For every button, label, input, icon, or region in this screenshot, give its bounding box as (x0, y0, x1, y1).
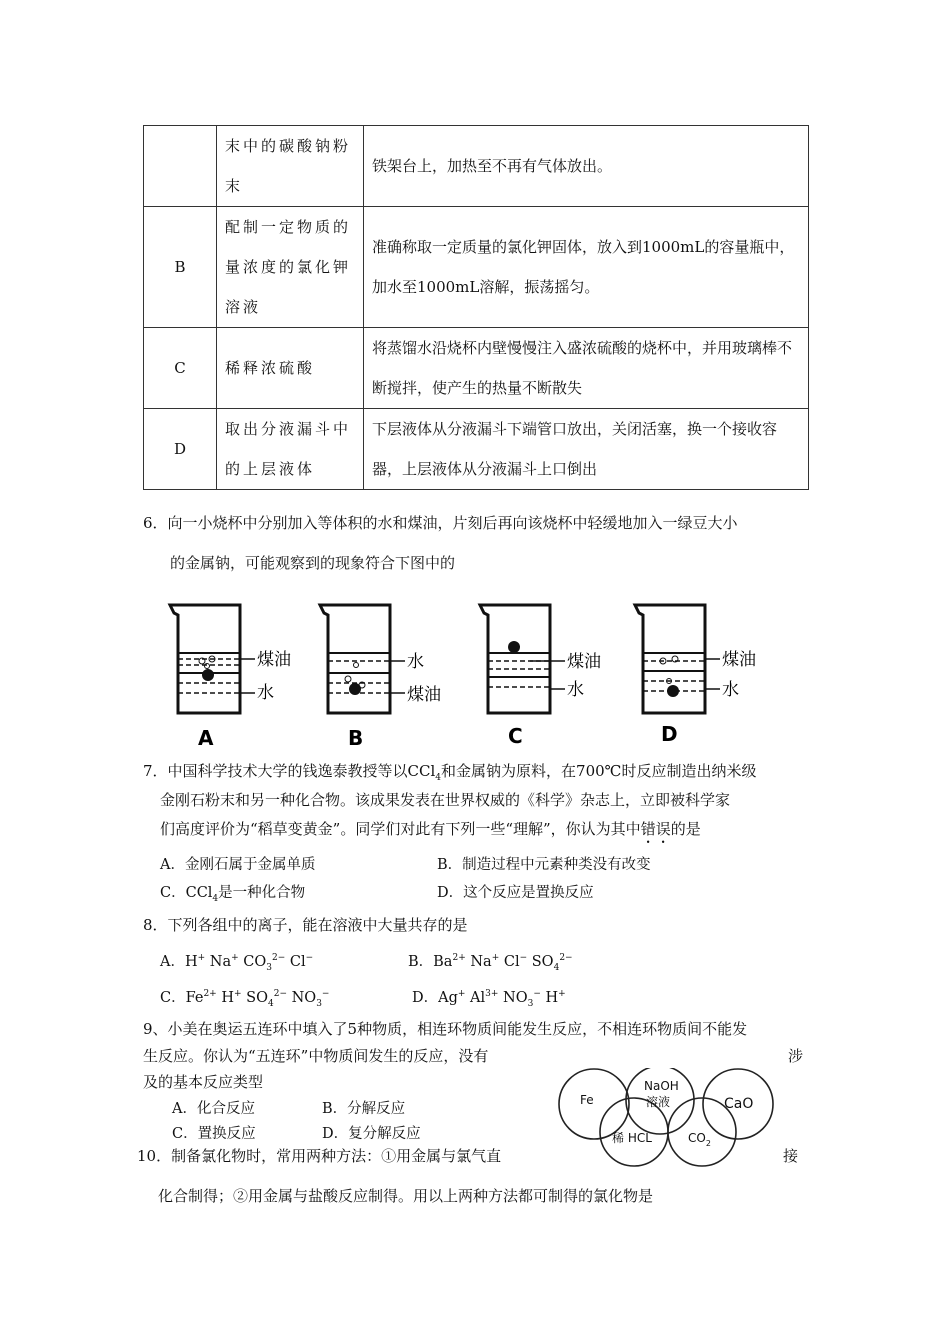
q8-option-b: B．$Ba^{2+}$ Na+ Cl− $SO_4^{2-}$ (408, 953, 573, 973)
q9-stem-line1: 9、小美在奥运五连环中填入了5种物质，相连环物质间能发生反应，不相连环物质间不能发 (143, 1020, 748, 1038)
row-label: B (144, 207, 217, 328)
ring-fe (559, 1069, 629, 1139)
beaker-b (320, 605, 441, 750)
q9-stem-line2: 生反应。你认为“五连环”中物质间发生的反应，没有 (143, 1047, 489, 1065)
row-label: C (144, 328, 217, 409)
beaker-d-letter: D (661, 722, 678, 746)
five-rings-figure (552, 1068, 784, 1170)
q9-option-d: D．复分解反应 (322, 1126, 421, 1142)
beaker-a-top-label: 煤油 (257, 650, 291, 670)
ring-naoh-label2: 溶液 (646, 1095, 671, 1109)
q7-option-d: D．这个反应是置换反应 (437, 885, 594, 901)
q7-sub: 4 (435, 773, 442, 783)
q9-stem-line2-end: 涉 (788, 1047, 804, 1065)
q8-option-c: C．$Fe^{2+}$ H+ $SO_4^{2-}$ $NO_3^-$ (160, 989, 330, 1009)
beaker-d-bottom-label: 水 (722, 680, 739, 700)
q7-stem-line2: 金刚石粉末和另一种化合物。该成果发表在世界权威的《科学》杂志上，立即被科学家 (160, 791, 731, 809)
q7-option-b: B．制造过程中元素种类没有改变 (437, 857, 651, 873)
q7-text: 们高度评价为“稻草变黄金”。同学们对此有下列一些“理解”，你认为其中 (160, 820, 641, 838)
beaker-c (480, 605, 601, 748)
q9-option-a: A．化合反应 (172, 1101, 255, 1117)
q10-stem-line2: 化合制得；②用金属与盐酸反应制得。用以上两种方法都可制得的氯化物是 (158, 1187, 654, 1205)
beaker-d (635, 605, 756, 746)
table-row (144, 207, 809, 328)
q8-stem: 8．下列各组中的离子，能在溶液中大量共存的是 (143, 916, 468, 934)
table-row (144, 328, 809, 409)
experiment-table (143, 125, 809, 490)
row-operation: 准确称取一定质量的氯化钾固体，放入到1000mL的容量瓶中，加水至1000mL溶解，振荡摇匀。 (364, 207, 809, 328)
row-item: 取出分液漏斗中的上层液体 (217, 409, 364, 490)
ring-hcl-label: 稀 HCL (612, 1131, 652, 1145)
q10-stem-line1-end: 接 (783, 1147, 799, 1165)
q7-stem-line3 (160, 819, 701, 847)
q6-stem-line1: 6．向一小烧杯中分别加入等体积的水和煤油，片刻后再向该烧杯中轻缓地加入一绿豆大小 (143, 514, 738, 532)
q7-text: 是一种化合物 (218, 885, 306, 901)
q7-text: 7．中国科学技术大学的钱逸泰教授等以CCl (143, 762, 436, 780)
beaker-a-bottom-label: 水 (257, 683, 274, 703)
beaker-b-bottom-label: 煤油 (407, 685, 441, 705)
q9-option-c: C．置换反应 (172, 1126, 256, 1142)
beaker-c-top-label: 煤油 (567, 652, 601, 672)
q8-option-d: D．Ag+ $Al^{3+}$ $NO_3^-$ H+ (412, 989, 566, 1009)
q6-stem-line2: 的金属钠，可能观察到的现象符合下图中的 (170, 554, 456, 572)
row-item: 配制一定物质的量浓度的氯化钾溶液 (217, 207, 364, 328)
beaker-a-letter: A (198, 726, 214, 750)
q7-text: 的是 (670, 820, 701, 838)
q7-text: C．CCl (160, 885, 213, 901)
table-row (144, 126, 809, 207)
table-row (144, 409, 809, 490)
row-item: 末中的碳酸钠粉末 (217, 126, 364, 207)
q7-emphasis: 错误 (640, 820, 671, 838)
q10-stem-line1: 10．制备氯化物时，常用两种方法：①用金属与氯气直 (137, 1147, 502, 1165)
beaker-c-bottom-label: 水 (567, 680, 584, 700)
row-item: 稀释浓硫酸 (217, 328, 364, 409)
q8-option-a: A．H+ Na+ $CO_3^{2-}$ Cl− (160, 953, 314, 973)
q7-sub: 4 (212, 893, 219, 904)
ring-naoh-label: NaOH (644, 1079, 679, 1093)
beaker-b-letter: B (348, 726, 364, 750)
row-operation: 下层液体从分液漏斗下端管口放出，关闭活塞，换一个接收容器，上层液体从分液漏斗上口倒出 (364, 409, 809, 490)
ring-cao-label: CaO (724, 1096, 754, 1112)
q7-stem-line1 (143, 761, 756, 788)
ring-co2-label: $CO_2$ (688, 1131, 711, 1148)
q7-text: 和金属钠为原料，在700℃时反应制造出纳米级 (441, 762, 757, 780)
row-label (144, 126, 217, 207)
row-operation: 将蒸馏水沿烧杯内壁慢慢注入盛浓硫酸的烧杯中，并用玻璃棒不断搅拌，使产生的热量不断散失 (364, 328, 809, 409)
beaker-b-top-label: 水 (407, 652, 424, 672)
beaker-a (170, 605, 291, 750)
ring-fe-label: Fe (580, 1093, 594, 1107)
q9-stem-line3: 及的基本反应类型 (143, 1073, 264, 1091)
beaker-d-top-label: 煤油 (722, 650, 756, 670)
q9-option-b: B．分解反应 (322, 1101, 406, 1117)
q7-option-c (160, 881, 305, 904)
beaker-c-letter: C (508, 724, 523, 748)
beaker-figure (160, 595, 820, 755)
row-operation: 铁架台上，加热至不再有气体放出。 (364, 126, 809, 207)
row-label: D (144, 409, 217, 490)
q7-option-a: A．金刚石属于金属单质 (160, 857, 316, 873)
